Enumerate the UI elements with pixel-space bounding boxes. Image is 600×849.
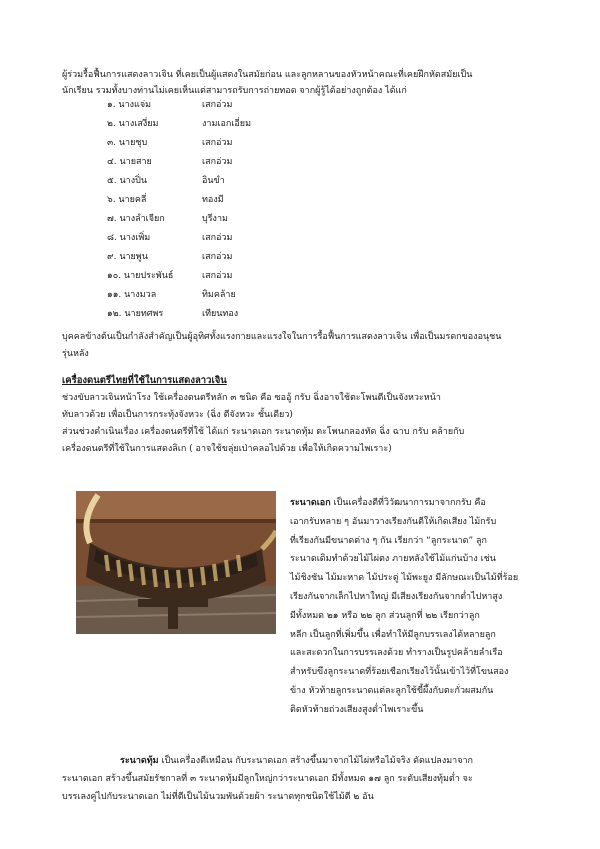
paragraph-line: ที่เรียงกันมีขนาดต่าง ๆ กัน เรียกว่า “ลูกระนาด” ลูก — [290, 535, 487, 546]
performer-surname: เสกอ่วม — [202, 233, 233, 243]
performer-name: ๑. นางแจ่ม — [107, 100, 152, 110]
paragraph-line: บรรเลงคู่ไปกับระนาดเอก ไม่ที่ตีเป็นไม้นวมพันด้วยผ้า ระนาดทุกชนิดใช้ไม้ตี ๒ อัน — [62, 792, 374, 802]
closing-line: รุ่นหลัง — [62, 349, 89, 359]
performer-surname: เสกอ่วม — [202, 100, 233, 110]
paragraph-line — [62, 754, 562, 772]
performer-surname: เสกอ่วม — [202, 271, 233, 281]
paragraph-line: มีทั้งหมด ๒๑ หรือ ๒๒ ลูก ส่วนลูกที่ ๒๒ เรียกว่าลูก — [290, 610, 480, 621]
performer-surname: ทิมคล้าย — [202, 290, 236, 300]
paragraph-line: และสะดวกในการบรรเลงด้วย ทำรางเป็นรูปคล้ายลำเรือ — [290, 648, 503, 659]
closing-line: บุคคลข้างต้นเป็นกำลังสำคัญเป็นผู้อุทิศทั้งแรงกายและแรงใจในการรื้อฟื้นการแสดงลาวเจิน เพื่อเป็นมรดกของอนุชน — [62, 332, 502, 342]
performer-name: ๓. นายชุบ — [107, 138, 148, 148]
performer-name: ๗. นางลำเจียก — [107, 214, 165, 224]
performer-name: ๖. นายคลี่ — [107, 195, 147, 205]
intro-line: ผู้ร่วมรื้อฟื้นการแสดงลาวเจิน ที่เคยเป็นผู้แสดงในสมัยก่อน และลูกหลานของหัวหน้าคณะที่เคยฝึกหัดสมัยเป็น — [62, 70, 473, 80]
ranat-ek-photo — [76, 491, 276, 634]
ranat-thum-term: ระนาดทุ้ม — [120, 756, 159, 766]
performer-name: ๑๑. นางมวล — [107, 290, 157, 300]
paragraph-line: เครื่องดนตรีที่ใช้ในการแสดงลิเก ( อาจใช้ขลุ่ยเป่าคลอไปด้วย เพื่อให้เกิดความไพเราะ) — [62, 444, 392, 454]
performer-surname: อินขำ — [202, 176, 225, 186]
performer-name: ๙. นายพูน — [107, 252, 148, 262]
paragraph-line: เรียงกันจากเล็กไปหาใหญ่ มีเสียงเรียงกันจากต่ำไปหาสูง — [290, 591, 503, 602]
paragraph-line: หลีก เป็นลูกที่เพิ่มขึ้น เพื่อทำให้มีลูกบรรเลงได้หลายลูก — [290, 629, 496, 640]
paragraph-line: ข้าง หัวท้ายลูกระนาดแต่ละลูกใช้ขี้ผึ้งกับตะกั่วผสมกัน — [290, 685, 494, 696]
section-heading: เครื่องดนตรีไทยที่ใช้ในการแสดงลาวเจิน — [62, 375, 227, 386]
ranat-thum-paragraph — [62, 754, 562, 808]
paragraph-line: ส่วนช่วงดำเนินเรื่อง เครื่องดนตรีที่ใช้ ได้แก่ ระนาดเอก ระนาดทุ้ม ตะโพนกลองทัด ฉิ่ง ฉาบ กรับ คล้ายกับ — [62, 427, 465, 437]
performer-name: ๒. นางเสงี่ยม — [107, 119, 159, 129]
performer-name: ๑๒. นายทศพร — [107, 309, 164, 319]
paragraph-text: เป็นเครื่องตีที่วิวัฒนาการมาจากกรับ คือ — [330, 498, 486, 508]
performer-surname: ทองมี — [202, 195, 224, 205]
intro-line: นักเรียน รวมทั้งบางท่านไม่เคยเห็นแต่สามารถรับการถ่ายทอด จากผู้รู้ได้อย่างถูกต้อง ได้แก่ — [62, 86, 407, 96]
closing-paragraph — [62, 330, 552, 364]
paragraph-line: ติดหัวท้ายถ่วงเสียงสูงต่ำไพเราะขึ้น — [290, 704, 424, 715]
performer-surname: บุรีงาม — [202, 214, 228, 224]
paragraph-line: สำหรับขึงลูกระนาดที่ร้อยเชือกเรียงไว้นั้นเข้าไว้ที่โขนสอง — [290, 667, 509, 678]
paragraph-line: ระนาดเอก สร้างขึ้นสมัยรัชกาลที่ ๓ ระนาดทุ้มมีลูกใหญ่กว่าระนาดเอก มีทั้งหมด ๑๗ ลูก ระดับเสียงทุ้มต่ำ จะ — [62, 774, 473, 784]
ranat-ek-paragraph — [290, 496, 560, 722]
paragraph-line: ช่วงขับลาวเจินหน้าโรง ใช้เครื่องดนตรีหลัก ๓ ชนิด คือ ซออู้ กรับ ฉิ่งอาจใช้ตะโพนตีเป็นจังหวะหน้า — [62, 393, 441, 403]
paragraph-line — [290, 496, 560, 515]
paragraph-line: ระนาดเดิมทำด้วยไม้ไผ่ตง ภายหลังใช้ไม้แก่นบ้าง เช่น — [290, 554, 496, 565]
performer-surname: เสกอ่วม — [202, 157, 233, 167]
performer-name: ๔. นายสาย — [107, 157, 152, 167]
performer-surname: เสกอ่วม — [202, 252, 233, 262]
paragraph-text: เป็นเครื่องตีเหมือน กับระนาดเอก สร้างขึ้นมาจากไม้ไผ่หรือไม้จริง ดัดแปลงมาจาก — [158, 756, 473, 766]
performer-name: ๑๐. นายประพันธ์ — [107, 271, 174, 281]
paragraph-line: ไม้ชิงชัน ไม้มะหาด ไม้ประดู่ ไม้พะยูง มีลักษณะเป็นไม้ที่ร้อย — [290, 573, 519, 584]
xylophone-image — [76, 491, 276, 634]
instruments-paragraph — [62, 391, 562, 459]
paragraph-line: ทับลาวด้วย เพื่อเป็นการกระทุ้งจังหวะ (ฉิ่ง ตีจังหวะ ชั้นเดียว) — [62, 410, 293, 420]
intro-paragraph — [62, 68, 552, 100]
paragraph-line: เอากรับหลาย ๆ อันมาวางเรียงกันตีให้เกิดเสียง ไม้กรับ — [290, 516, 497, 527]
performer-name: ๘. นางเพิ่ม — [107, 233, 151, 243]
performer-surname: เสกอ่วม — [202, 138, 233, 148]
performer-surname: งามเอกเอี่ยม — [202, 119, 251, 129]
performer-name: ๕. นางปิ่น — [107, 176, 147, 186]
performer-surname: เทียนทอง — [202, 309, 239, 319]
ranat-ek-term: ระนาดเอก — [290, 498, 331, 508]
